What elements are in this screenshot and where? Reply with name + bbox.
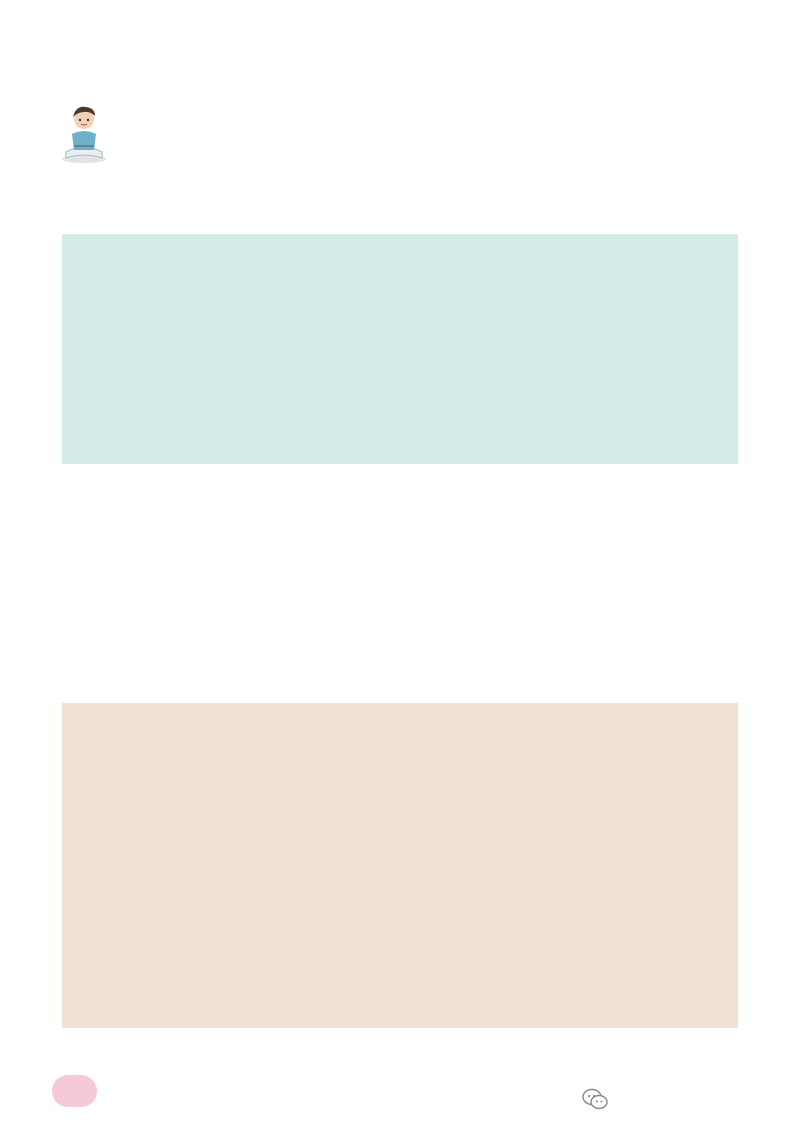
list-item [76, 433, 96, 460]
dialog-line [78, 62, 86, 79]
list-item [76, 297, 96, 324]
list-item [76, 378, 96, 405]
list-item [76, 406, 96, 433]
numbers-table [62, 703, 738, 1028]
comprehension-box [62, 234, 738, 464]
watermark [582, 1088, 614, 1110]
list-item [76, 242, 96, 269]
list-item [76, 324, 96, 351]
reading-kid-illustration [58, 102, 110, 164]
list-item [76, 269, 96, 296]
list-item [76, 351, 96, 378]
comprehension-list [76, 242, 96, 460]
wechat-icon [582, 1088, 608, 1110]
page-number-badge [52, 1075, 97, 1107]
